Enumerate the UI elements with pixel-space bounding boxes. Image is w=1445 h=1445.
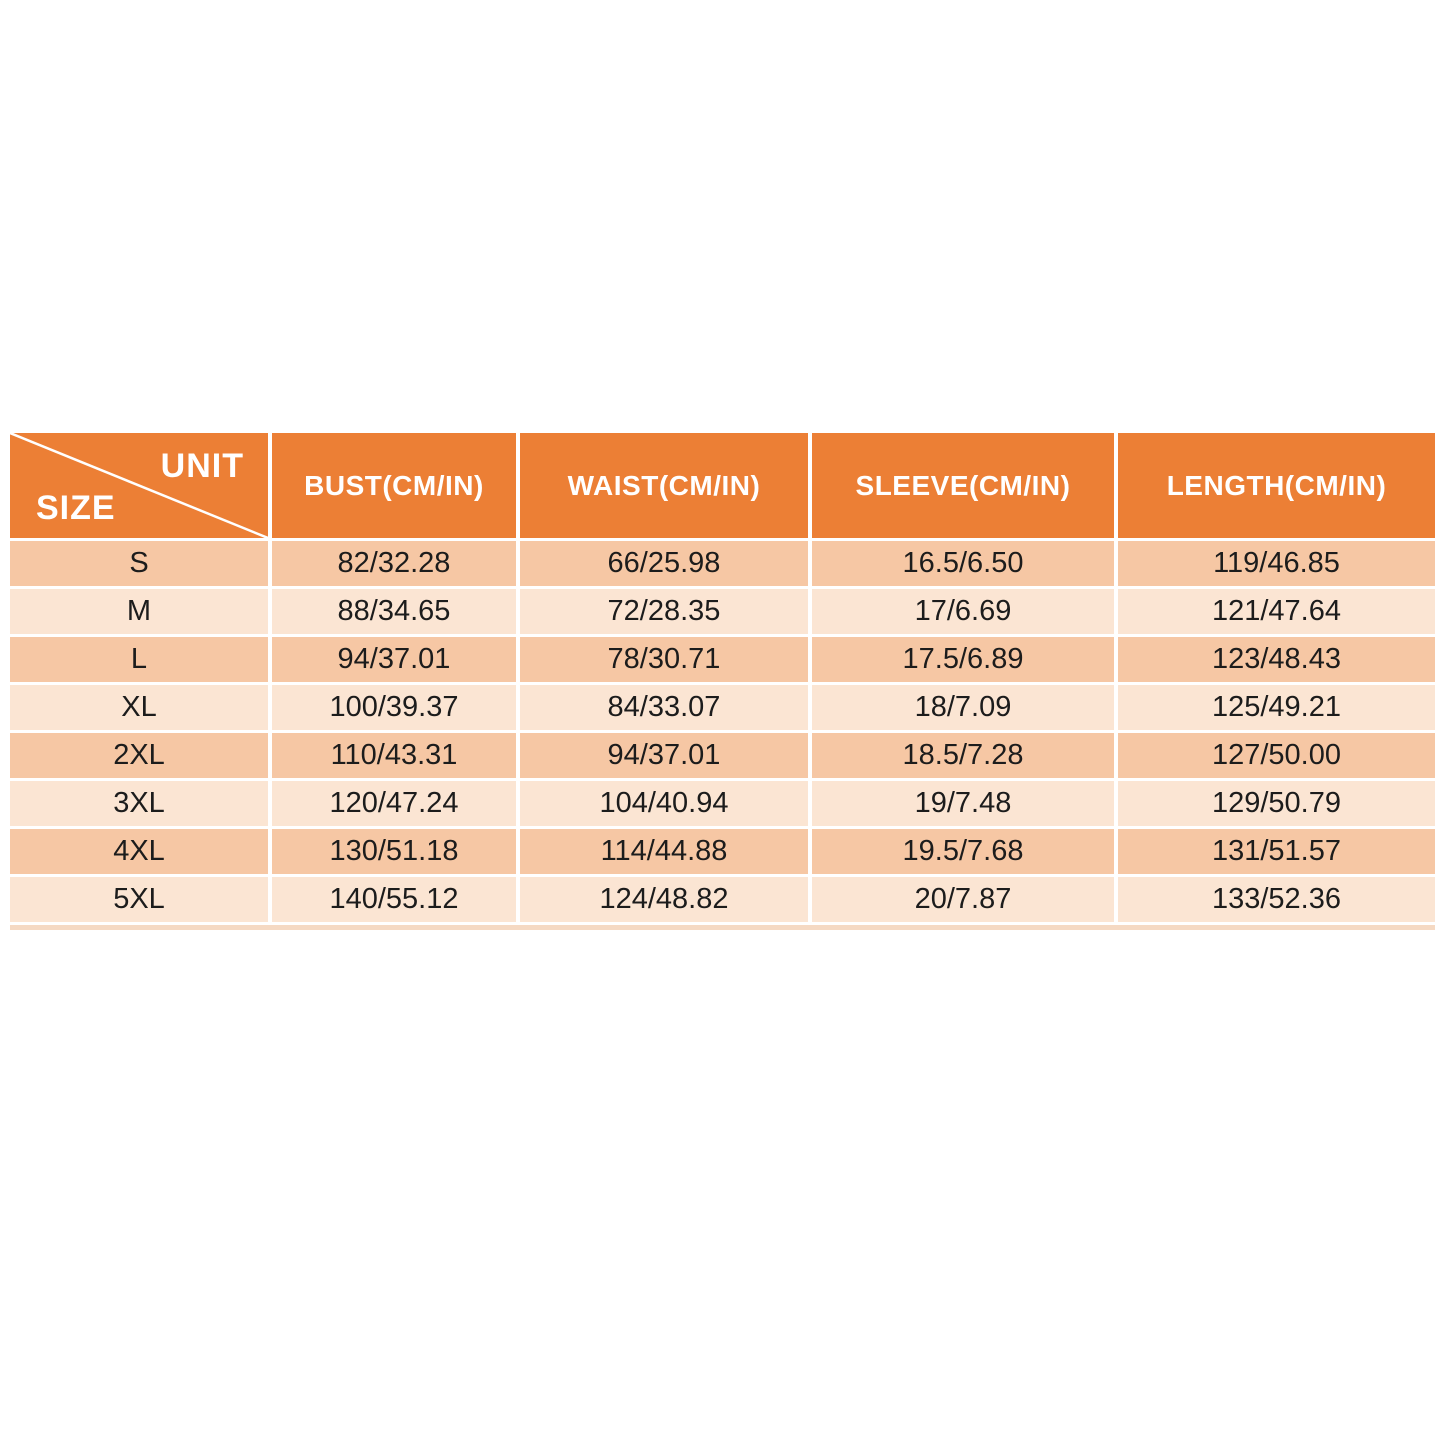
value-cell: 19.5/7.68 xyxy=(812,829,1114,874)
value-cell: 17/6.69 xyxy=(812,589,1114,634)
corner-header-cell xyxy=(10,433,268,538)
value-cell: 114/44.88 xyxy=(520,829,808,874)
value-cell: 18.5/7.28 xyxy=(812,733,1114,778)
value-cell: 78/30.71 xyxy=(520,637,808,682)
value-cell: 130/51.18 xyxy=(272,829,516,874)
value-cell: 72/28.35 xyxy=(520,589,808,634)
value-cell: 127/50.00 xyxy=(1118,733,1435,778)
column-header-sleeve: SLEEVE(CM/IN) xyxy=(812,433,1114,538)
column-header-length: LENGTH(CM/IN) xyxy=(1118,433,1435,538)
value-cell: 84/33.07 xyxy=(520,685,808,730)
size-cell-5xl: 5XL xyxy=(10,877,268,922)
value-cell: 121/47.64 xyxy=(1118,589,1435,634)
value-cell: 133/52.36 xyxy=(1118,877,1435,922)
size-label: SIZE xyxy=(36,489,116,527)
value-cell: 100/39.37 xyxy=(272,685,516,730)
value-cell: 110/43.31 xyxy=(272,733,516,778)
value-cell: 66/25.98 xyxy=(520,541,808,586)
value-cell: 88/34.65 xyxy=(272,589,516,634)
value-cell: 18/7.09 xyxy=(812,685,1114,730)
value-cell: 104/40.94 xyxy=(520,781,808,826)
column-header-waist: WAIST(CM/IN) xyxy=(520,433,808,538)
value-cell: 120/47.24 xyxy=(272,781,516,826)
value-cell: 125/49.21 xyxy=(1118,685,1435,730)
table-bottom-edge xyxy=(10,925,1435,930)
value-cell: 129/50.79 xyxy=(1118,781,1435,826)
size-cell-3xl: 3XL xyxy=(10,781,268,826)
value-cell: 119/46.85 xyxy=(1118,541,1435,586)
size-cell-xl: XL xyxy=(10,685,268,730)
value-cell: 82/32.28 xyxy=(272,541,516,586)
size-cell-s: S xyxy=(10,541,268,586)
value-cell: 16.5/6.50 xyxy=(812,541,1114,586)
value-cell: 131/51.57 xyxy=(1118,829,1435,874)
value-cell: 19/7.48 xyxy=(812,781,1114,826)
value-cell: 94/37.01 xyxy=(272,637,516,682)
size-cell-2xl: 2XL xyxy=(10,733,268,778)
unit-label: UNIT xyxy=(160,447,244,485)
size-chart-table xyxy=(10,433,1435,922)
value-cell: 123/48.43 xyxy=(1118,637,1435,682)
value-cell: 94/37.01 xyxy=(520,733,808,778)
size-cell-m: M xyxy=(10,589,268,634)
size-cell-4xl: 4XL xyxy=(10,829,268,874)
value-cell: 124/48.82 xyxy=(520,877,808,922)
size-cell-l: L xyxy=(10,637,268,682)
column-header-bust: BUST(CM/IN) xyxy=(272,433,516,538)
value-cell: 17.5/6.89 xyxy=(812,637,1114,682)
value-cell: 140/55.12 xyxy=(272,877,516,922)
value-cell: 20/7.87 xyxy=(812,877,1114,922)
